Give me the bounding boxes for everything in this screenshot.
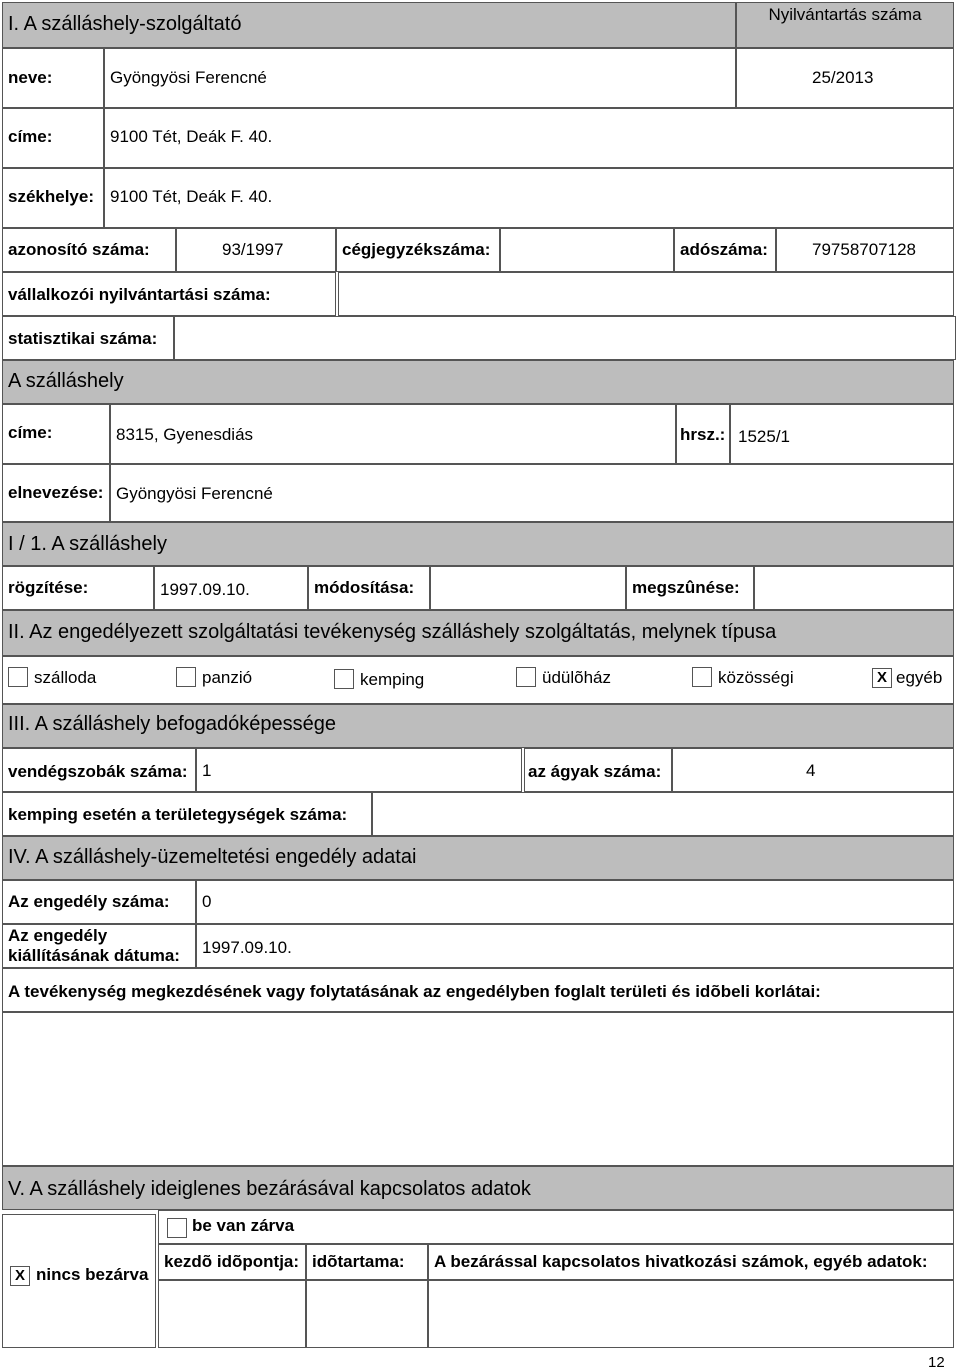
permit-title: IV. A szálláshely-üzemeltetési engedély adatai bbox=[8, 846, 417, 868]
closed-label: be van zárva bbox=[192, 1216, 295, 1235]
label-panzio: panzió bbox=[202, 668, 253, 687]
page-number: 12 bbox=[928, 1354, 945, 1371]
label-udulohaz: üdülõház bbox=[542, 668, 612, 687]
refs-cell[interactable] bbox=[428, 1280, 954, 1348]
label-kozossegi: közösségi bbox=[718, 668, 794, 687]
service-types-title: II. Az engedélyezett szolgáltatási tevékenység szálláshely szolgáltatás, melynek típusa bbox=[8, 621, 777, 643]
modified-cell[interactable] bbox=[430, 566, 626, 610]
service-types-row bbox=[2, 656, 954, 704]
tax-value: 79758707128 bbox=[812, 240, 917, 259]
recorded-value: 1997.09.10. bbox=[160, 580, 250, 599]
modified-label: módosítása: bbox=[314, 578, 415, 597]
acc-address-label: címe: bbox=[8, 423, 53, 442]
permit-issue-label-2: kiállításának dátuma: bbox=[8, 946, 180, 965]
registration-title: I / 1. A szálláshely bbox=[8, 533, 167, 555]
id-label: azonosító száma: bbox=[8, 240, 150, 259]
permit-number-cell[interactable] bbox=[196, 880, 954, 924]
duration-label: idõtartama: bbox=[312, 1252, 405, 1271]
company-reg-cell[interactable] bbox=[500, 228, 674, 272]
refs-label: A bezárással kapcsolatos hivatkozási számok, egyéb adatok: bbox=[434, 1252, 928, 1271]
terminated-cell[interactable] bbox=[754, 566, 954, 610]
checkbox-egyeb[interactable]: X bbox=[872, 668, 892, 688]
limits-label: A tevékenység megkezdésének vagy folytatásának az engedélyben foglalt területi és idõbeli korlátai: bbox=[8, 982, 821, 1001]
provider-seat-value: 9100 Tét, Deák F. 40. bbox=[110, 187, 273, 206]
stat-cell[interactable] bbox=[174, 316, 956, 360]
limits-cell[interactable] bbox=[2, 1012, 954, 1166]
checkbox-kemping[interactable] bbox=[334, 669, 354, 689]
designation-label: elnevezése: bbox=[8, 483, 104, 502]
entrepreneur-cell[interactable] bbox=[338, 272, 954, 316]
label-szalloda: szálloda bbox=[34, 668, 97, 687]
rooms-cell[interactable] bbox=[196, 748, 522, 792]
stat-label: statisztikai száma: bbox=[8, 329, 158, 348]
provider-seat-label: székhelye: bbox=[8, 187, 94, 206]
checkbox-panzio[interactable] bbox=[176, 667, 196, 687]
accommodation-title: A szálláshely bbox=[8, 370, 124, 392]
capacity-title: III. A szálláshely befogadóképessége bbox=[8, 713, 337, 735]
plot-value: 1525/1 bbox=[738, 427, 790, 446]
designation-value: Gyöngyösi Ferencné bbox=[116, 484, 273, 503]
tax-label: adószáma: bbox=[680, 240, 768, 259]
id-value: 93/1997 bbox=[222, 240, 284, 259]
plot-label: hrsz.: bbox=[680, 425, 726, 444]
rooms-value: 1 bbox=[202, 761, 212, 780]
provider-name-label: neve: bbox=[8, 68, 53, 87]
beds-label: az ágyak száma: bbox=[528, 762, 662, 781]
permit-number-label: Az engedély száma: bbox=[8, 892, 170, 911]
label-kemping: kemping bbox=[360, 670, 425, 689]
checkbox-nincs-bezarva[interactable]: X bbox=[10, 1266, 30, 1286]
permit-issue-value: 1997.09.10. bbox=[202, 938, 292, 957]
accommodation-header bbox=[2, 360, 954, 404]
provider-name-value: Gyöngyösi Ferencné bbox=[110, 68, 267, 87]
entrepreneur-label: vállalkozói nyilvántartási száma: bbox=[8, 285, 271, 304]
permit-issue-cell[interactable] bbox=[196, 924, 954, 968]
camping-cell[interactable] bbox=[372, 792, 954, 836]
start-label: kezdõ idõpontja: bbox=[164, 1252, 300, 1271]
beds-value: 4 bbox=[806, 761, 816, 780]
rooms-label: vendégszobák száma: bbox=[8, 762, 188, 781]
camping-label: kemping esetén a területegységek száma: bbox=[8, 805, 348, 824]
recorded-label: rögzítése: bbox=[8, 578, 89, 597]
start-cell[interactable] bbox=[158, 1280, 306, 1348]
checkbox-udulohaz[interactable] bbox=[516, 667, 536, 687]
checkbox-szalloda[interactable] bbox=[8, 667, 28, 687]
permit-number-value: 0 bbox=[202, 892, 212, 911]
provider-title: I. A szálláshely-szolgáltató bbox=[8, 13, 242, 35]
registry-label: Nyilvántartás száma bbox=[768, 5, 922, 24]
not-closed-label: nincs bezárva bbox=[36, 1265, 149, 1284]
label-egyeb: egyéb bbox=[896, 668, 943, 687]
closure-title: V. A szálláshely ideiglenes bezárásával kapcsolatos adatok bbox=[8, 1178, 531, 1200]
terminated-label: megszûnése: bbox=[632, 578, 740, 597]
company-reg-label: cégjegyzékszáma: bbox=[342, 240, 491, 259]
registry-value: 25/2013 bbox=[812, 68, 874, 87]
provider-address-label: címe: bbox=[8, 127, 53, 146]
permit-issue-label-1: Az engedély bbox=[8, 926, 108, 945]
provider-address-value: 9100 Tét, Deák F. 40. bbox=[110, 127, 273, 146]
checkbox-be-van-zarva[interactable] bbox=[167, 1218, 187, 1238]
acc-address-value: 8315, Gyenesdiás bbox=[116, 425, 254, 444]
checkbox-kozossegi[interactable] bbox=[692, 667, 712, 687]
duration-cell[interactable] bbox=[306, 1280, 428, 1348]
